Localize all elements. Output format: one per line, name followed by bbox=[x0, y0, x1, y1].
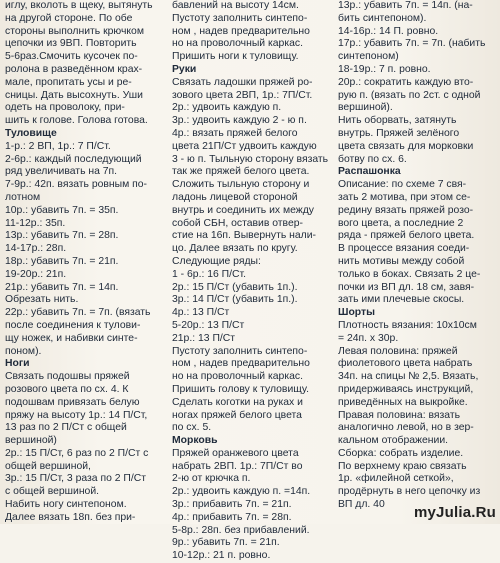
text-line: подошвам привязать белую bbox=[5, 396, 140, 408]
text-line: кальном отображении. bbox=[338, 435, 449, 447]
text-line: Плотность вязания: 10х10см bbox=[338, 319, 477, 331]
text-line: с общей вершиной. bbox=[5, 486, 100, 498]
text-line: стие на 16п. Вывернуть нали- bbox=[172, 230, 316, 242]
text-line: вершиной) bbox=[5, 435, 57, 447]
text-line: синтепоном) bbox=[338, 51, 399, 63]
text-line: бавлений на высоту 14см. bbox=[172, 0, 299, 11]
text-line: 4р.: 13 П/Ст bbox=[172, 307, 230, 319]
section-heading: Туловище bbox=[5, 127, 57, 139]
text-line: 10р.: убавить 7п. = 35п. bbox=[5, 204, 119, 216]
text-line: 18-19р.: 7 п. ровно. bbox=[338, 63, 431, 75]
text-line: шить к голове. Голова готова. bbox=[5, 115, 148, 127]
text-line: ном , надев предварительно bbox=[172, 25, 310, 37]
text-line: на другой стороне. По обе bbox=[5, 12, 133, 24]
text-line: после соединения к тулови- bbox=[5, 319, 141, 331]
text-line: 11-12р.: 35п. bbox=[5, 217, 66, 229]
text-line: по сх. 5. bbox=[172, 422, 212, 434]
text-line: ряд увеличивать на 7п. bbox=[5, 166, 118, 178]
text-line: 21р.: убавить 7п. = 14п. bbox=[5, 281, 119, 293]
text-line: собой СБН, оставив отвер- bbox=[172, 217, 303, 229]
text-line: 10-12р.: 21 п. ровно. bbox=[172, 550, 271, 562]
text-line: 18р.: убавить 7п. = 21п. bbox=[5, 255, 119, 267]
section-heading: Распашонка bbox=[338, 166, 401, 178]
text-line: рую п. (вязать по 2ст. с одной bbox=[338, 89, 481, 101]
text-line: цвета связать для морковки bbox=[338, 140, 474, 152]
text-line: 5-8р.: 28п. без прибавлений. bbox=[172, 524, 310, 536]
text-line: 3р.: прибавить 7п. = 21п. bbox=[172, 499, 292, 511]
text-line: нить мотивы между собой bbox=[338, 255, 465, 267]
text-line: общей вершиной, bbox=[5, 460, 91, 472]
text-line: ногах пряжей белого цвета bbox=[172, 409, 302, 421]
text-line: Сложить тыльную сторону и bbox=[172, 179, 310, 191]
text-line: мале, пропитать усы и ре- bbox=[5, 76, 132, 88]
text-line: редину вязать пряжей розо- bbox=[338, 204, 474, 216]
text-line: 2р.: удвоить каждую п. bbox=[172, 102, 282, 114]
text-line: 1 - 6р.: 16 П/Ст. bbox=[172, 268, 247, 280]
site-watermark: myJulia.Ru bbox=[413, 504, 496, 521]
text-line: стороны выполнить крючком bbox=[5, 25, 144, 37]
text-line: приведённых на выкройке. bbox=[338, 396, 468, 408]
text-line: фиолетового цвета набрать bbox=[338, 358, 473, 370]
text-line: придерживаясь инструкций, bbox=[338, 383, 474, 395]
text-line: 4р.: прибавить 7п. = 28п. bbox=[172, 511, 292, 523]
text-line: 2р.: 15 П/Ст (убавить 1п.). bbox=[172, 281, 298, 293]
text-line: Пустоту заполнить синтепо- bbox=[172, 12, 308, 24]
text-line: цо. Далее вязать по кругу. bbox=[172, 243, 298, 255]
text-line: зать ими плечевые скосы. bbox=[338, 294, 465, 306]
text-line: Пустоту заполнить синтепо- bbox=[172, 345, 308, 357]
text-line: 3р.: удвоить каждую 2 - ю п. bbox=[172, 115, 307, 127]
text-line: 1-р.: 2 ВП, 1р.: 7 П/Ст. bbox=[5, 140, 111, 152]
text-line: сницы. Дать высохнуть. Уши bbox=[5, 89, 143, 101]
text-line: Пришить голову к туловищу. bbox=[172, 383, 309, 395]
text-line: Сборка: собрать изделие. bbox=[338, 447, 464, 459]
text-line: 5-6раз.Смочить кусочек по- bbox=[5, 51, 138, 63]
text-line: только в боках. Связать 2 це- bbox=[338, 268, 481, 280]
text-line: Следующие ряды: bbox=[172, 255, 261, 267]
text-line: Обрезать нить. bbox=[5, 294, 79, 306]
text-line: но на проволочный каркас. bbox=[172, 38, 303, 50]
text-line: аналогично левой, но в зер- bbox=[338, 422, 474, 434]
text-column-1 bbox=[5, 0, 168, 524]
text-line: 5-20р.: 13 П/Ст bbox=[172, 319, 245, 331]
text-line: 2-6р.: каждый последующий bbox=[5, 153, 142, 165]
section-heading: Морковь bbox=[172, 435, 218, 447]
text-line: продёрнуть в него цепочку из bbox=[338, 486, 481, 498]
text-line: 34п. на спицы № 2,5. Вязать, bbox=[338, 371, 479, 383]
text-line: ботву по сх. 6. bbox=[338, 153, 407, 165]
text-line: пряжу на высоту 1р.: 14 П/Ст, bbox=[5, 409, 148, 421]
text-line: вершиной). bbox=[338, 102, 393, 114]
text-line: ном , надев предварительно bbox=[172, 358, 310, 370]
text-column-3 bbox=[338, 0, 498, 524]
text-line: зового цвета 2ВП, 1р.: 7П/Ст. bbox=[172, 89, 313, 101]
text-line: Описание: по схеме 7 свя- bbox=[338, 179, 467, 191]
text-line: внутрь и соединить их между bbox=[172, 204, 314, 216]
text-line: 7-9р.: 42п. вязать ровным по- bbox=[5, 179, 147, 191]
text-line: 17р.: убавить 7п. = 7п. (набить bbox=[338, 38, 486, 50]
text-line: ролона в разведённом крах- bbox=[5, 63, 143, 75]
text-line: иглу, вколоть в щеку, вытянуть bbox=[5, 0, 153, 11]
text-line: 4р.: вязать пряжей белого bbox=[172, 127, 298, 139]
text-line: Далее вязать 18п. без при- bbox=[5, 511, 136, 523]
section-heading: Руки bbox=[172, 63, 197, 75]
text-line: так же пряжей белого цвета. bbox=[172, 166, 310, 178]
text-line: 13р.: убавить 7п. = 28п. bbox=[5, 230, 119, 242]
text-line: ряда - пряжей белого цвета. bbox=[338, 230, 475, 242]
text-line: 3р.: 14 П/Ст (убавить 1п.). bbox=[172, 294, 298, 306]
section-heading: Шорты bbox=[338, 307, 375, 319]
text-line: Нить оборвать, затянуть bbox=[338, 115, 457, 127]
text-line: 2р.: 15 П/Ст, 6 раз по 2 П/Ст с bbox=[5, 447, 149, 459]
text-line: вого цвета, а последние 2 bbox=[338, 217, 464, 229]
text-line: внутрь. Пряжей зелёного bbox=[338, 127, 460, 139]
text-line: Пряжей оранжевого цвета bbox=[172, 447, 299, 459]
text-line: цепочки из 9ВП. Повторить bbox=[5, 38, 137, 50]
text-line: ладонь лицевой стороной bbox=[172, 191, 298, 203]
text-line: Сделать коготки на руках и bbox=[172, 396, 303, 408]
text-line: щу ножек, и набивки синте- bbox=[5, 332, 138, 344]
text-line: розового цвета по сх. 4. К bbox=[5, 383, 129, 395]
text-line: цвета 21П/Ст удвоить каждую bbox=[172, 140, 317, 152]
text-line: 2р.: удвоить каждую п. =14п. bbox=[172, 486, 311, 498]
text-line: почки из ВП дл. 18 см, завя- bbox=[338, 281, 475, 293]
text-line: Пришить ноги к туловищу. bbox=[172, 51, 299, 63]
text-column-2 bbox=[172, 0, 335, 562]
text-line: 19-20р.: 21п. bbox=[5, 268, 67, 280]
text-line: но на проволочный каркас. bbox=[172, 371, 303, 383]
text-line: бить синтепоном). bbox=[338, 12, 427, 24]
text-line: Правая половина: вязать bbox=[338, 409, 460, 421]
text-line: = 24п. х 30р. bbox=[338, 332, 399, 344]
text-line: 1р. «филейной сеткой», bbox=[338, 473, 454, 485]
text-line: набрать 2ВП. 1р.: 7П/Ст во bbox=[172, 460, 303, 472]
text-line: Связать подошвы пряжей bbox=[5, 371, 130, 383]
text-line: Набить ногу синтепоном. bbox=[5, 499, 127, 511]
text-line: По верхнему краю связать bbox=[338, 460, 467, 472]
text-line: поном). bbox=[5, 345, 42, 357]
text-line: 20р.: сократить каждую вто- bbox=[338, 76, 474, 88]
text-line: Левая половина: пряжей bbox=[338, 345, 458, 357]
text-line: 21р.: 13 П/Ст bbox=[172, 332, 236, 344]
text-line: 9р.: убавить 7п. = 21п. bbox=[172, 537, 280, 549]
section-heading: Ноги bbox=[5, 358, 30, 370]
text-line: зать 2 мотива, при этом се- bbox=[338, 191, 471, 203]
text-line: ВП дл. 40 bbox=[338, 499, 385, 511]
text-line: 13 раз по 2 П/Ст с общей bbox=[5, 422, 127, 434]
text-line: лотном bbox=[5, 191, 41, 203]
text-line: 13р.: убавить 7п. = 14п. (на- bbox=[338, 0, 473, 11]
text-line: В процессе вязания соеди- bbox=[338, 243, 470, 255]
text-line: одеть на проволоку, при- bbox=[5, 102, 125, 114]
text-line: 3р.: 15 П/Ст, 3 раза по 2 П/Ст bbox=[5, 473, 147, 485]
text-line: 3 - ю п. Тыльную сторону вязать bbox=[172, 153, 329, 165]
text-line: 22р.: убавить 7п. = 7п. (вязать bbox=[5, 307, 151, 319]
text-line: Связать ладошки пряжей ро- bbox=[172, 76, 313, 88]
text-line: 2-ю от крючка п. bbox=[172, 473, 251, 485]
text-line: 14-16р.: 14 П. ровно. bbox=[338, 25, 439, 37]
text-line: 14-17р.: 28п. bbox=[5, 243, 67, 255]
